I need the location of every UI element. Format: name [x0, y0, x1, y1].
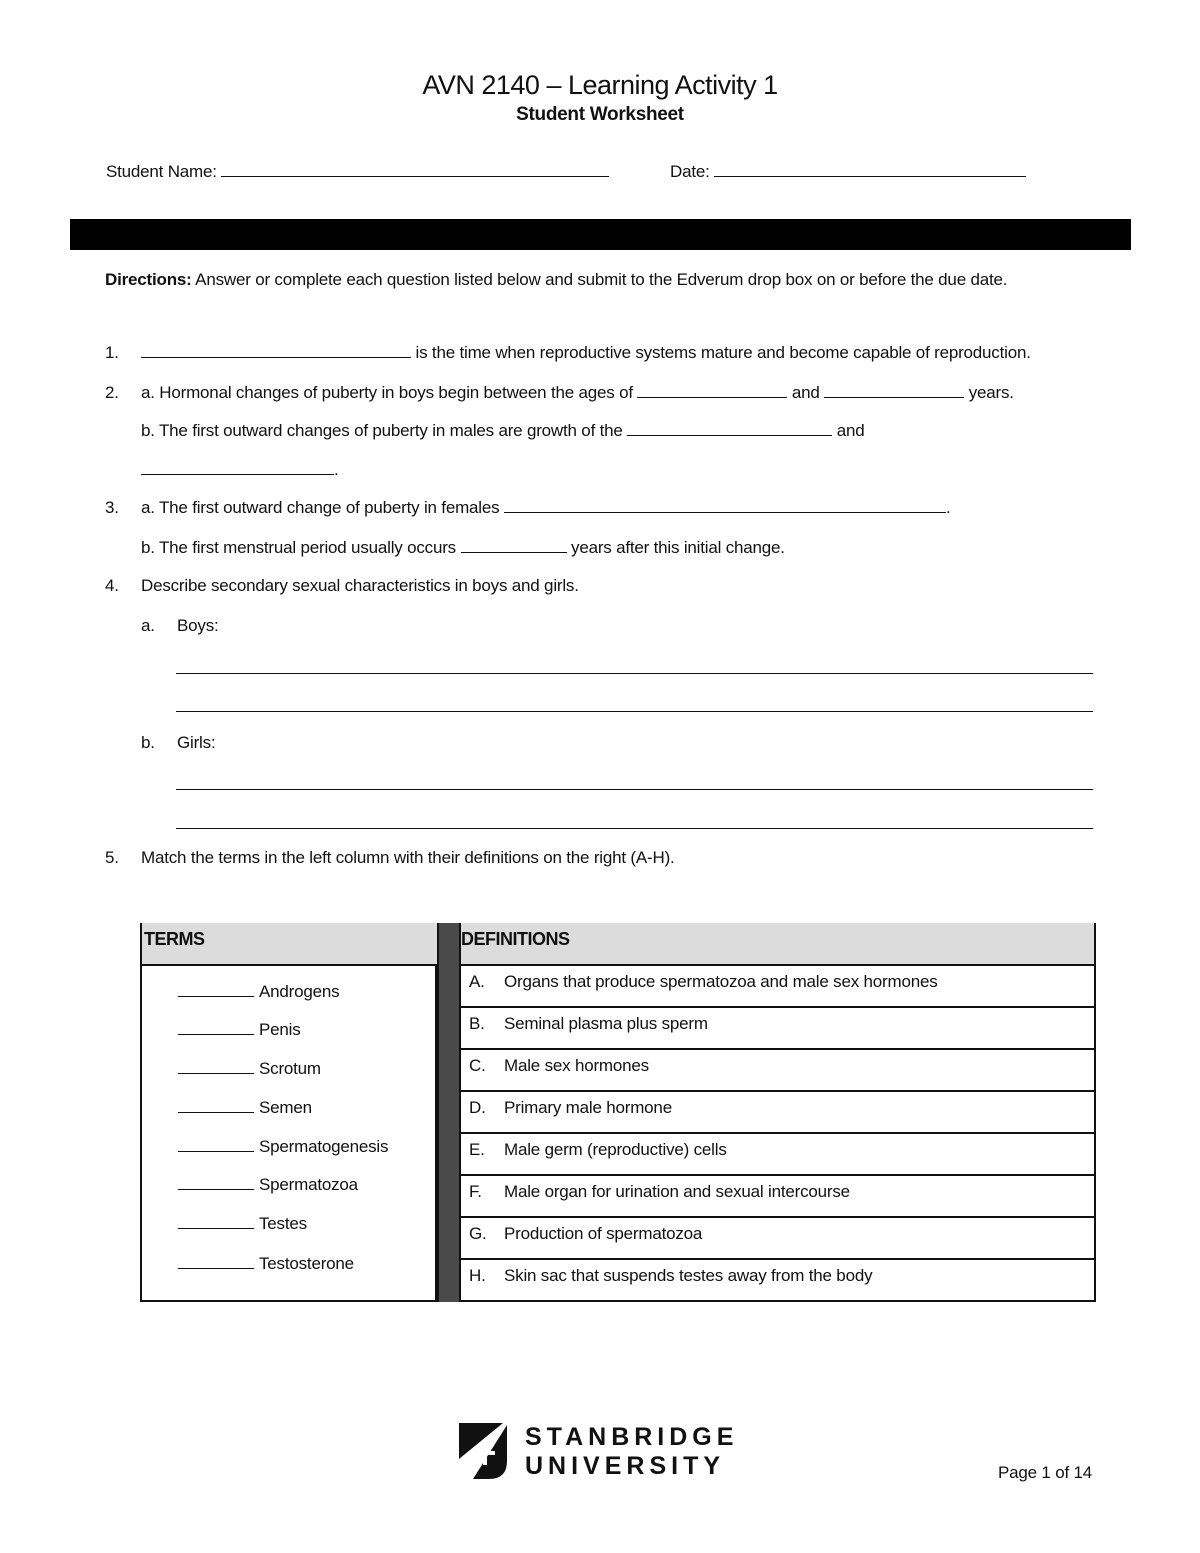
question-1-number: 1. — [105, 343, 119, 362]
term-blank[interactable] — [178, 1175, 254, 1190]
question-2b-continued — [141, 460, 339, 480]
definitions-column — [461, 923, 1096, 1302]
date-field[interactable] — [670, 162, 1026, 182]
question-3a-period: . — [945, 498, 951, 517]
student-name-field[interactable] — [106, 162, 609, 182]
term-item — [178, 1254, 354, 1274]
definitions-header — [461, 923, 1094, 966]
question-5-text: Match the terms in the left column with their definitions on the right (A-H). — [141, 848, 675, 867]
question-2b-blank-2[interactable] — [141, 460, 334, 475]
question-3-number: 3. — [105, 498, 119, 517]
question-4a-label: a. — [141, 616, 155, 635]
answer-line-girls-2[interactable] — [176, 828, 1093, 829]
student-name-label: Student Name: — [106, 162, 217, 181]
term-blank[interactable] — [178, 1137, 254, 1152]
logo-line-1: STANBRIDGE — [525, 1423, 739, 1451]
definition-row — [461, 1176, 1094, 1218]
question-1 — [141, 343, 1031, 363]
term-blank[interactable] — [178, 1098, 254, 1113]
definition-row — [461, 966, 1094, 1008]
definition-letter: F. — [469, 1182, 482, 1201]
question-3b-blank[interactable] — [461, 538, 567, 553]
question-4-text: Describe secondary sexual characteristics in boys and girls. — [141, 576, 579, 595]
question-3a — [141, 498, 950, 518]
term-item — [178, 1059, 321, 1079]
question-1-text: is the time when reproductive systems mature and become capable of reproduction. — [411, 343, 1031, 362]
directions-text: Answer or complete each question listed below and submit to the Edverum drop box on or before the due date. — [191, 270, 1008, 289]
question-2b-blank-1[interactable] — [627, 421, 832, 436]
term-item — [178, 1020, 301, 1040]
term-label: Testosterone — [259, 1254, 354, 1273]
definition-text: Male sex hormones — [504, 1056, 649, 1075]
definition-text: Primary male hormone — [504, 1098, 672, 1117]
question-2b-and: and — [832, 421, 865, 440]
definition-text: Seminal plasma plus sperm — [504, 1014, 708, 1033]
answer-line-boys-1[interactable] — [176, 673, 1093, 674]
definition-letter: B. — [469, 1014, 485, 1033]
term-label: Spermatogenesis — [259, 1137, 389, 1156]
definition-letter: E. — [469, 1140, 485, 1159]
terms-column — [140, 923, 437, 1302]
term-label: Semen — [259, 1098, 312, 1117]
page-title: AVN 2140 – Learning Activity 1 — [422, 70, 778, 100]
definition-text: Skin sac that suspends testes away from the body — [504, 1266, 873, 1285]
definition-row — [461, 1134, 1094, 1176]
definition-row — [461, 1218, 1094, 1260]
term-blank[interactable] — [178, 1059, 254, 1074]
terms-header — [142, 923, 439, 966]
terms-header-label: TERMS — [144, 929, 205, 949]
definition-row — [461, 1008, 1094, 1050]
definition-row — [461, 1092, 1094, 1134]
term-item — [178, 1214, 307, 1234]
definition-text: Organs that produce spermatozoa and male sex hormones — [504, 972, 938, 991]
question-2b — [141, 421, 864, 441]
university-logo — [457, 1421, 747, 1481]
definition-letter: C. — [469, 1056, 486, 1075]
question-3b-text: b. The first menstrual period usually occurs — [141, 538, 461, 557]
question-2a-text: a. Hormonal changes of puberty in boys begin between the ages of — [141, 383, 638, 402]
term-label: Spermatozoa — [259, 1175, 358, 1194]
question-2b-period: . — [334, 460, 339, 479]
definition-letter: H. — [469, 1266, 486, 1285]
question-5-number: 5. — [105, 848, 119, 867]
directions — [105, 270, 1007, 290]
answer-line-boys-2[interactable] — [176, 711, 1093, 712]
term-label: Testes — [259, 1214, 307, 1233]
column-divider — [437, 923, 461, 1302]
term-item — [178, 982, 339, 1002]
term-item — [178, 1175, 358, 1195]
date-label: Date: — [670, 162, 710, 181]
question-3a-blank[interactable] — [504, 498, 946, 513]
term-item — [178, 1098, 312, 1118]
answer-line-girls-1[interactable] — [176, 789, 1093, 790]
directions-label: Directions: — [105, 270, 192, 289]
page-number: Page 1 of 14 — [998, 1463, 1093, 1482]
date-blank[interactable] — [714, 162, 1026, 177]
term-item — [178, 1137, 388, 1157]
definition-letter: D. — [469, 1098, 486, 1117]
definitions-header-label: DEFINITIONS — [461, 929, 570, 949]
question-4-number: 4. — [105, 576, 119, 595]
term-blank[interactable] — [178, 982, 254, 997]
question-2-number: 2. — [105, 383, 119, 402]
page-subtitle: Student Worksheet — [516, 104, 684, 125]
shield-logo-icon — [457, 1421, 517, 1481]
term-blank[interactable] — [178, 1020, 254, 1035]
question-2a-and: and — [787, 383, 825, 402]
question-3b — [141, 538, 785, 558]
matching-table — [140, 923, 1096, 1302]
question-2a-blank-2[interactable] — [824, 383, 964, 398]
question-3a-text: a. The first outward change of puberty in females — [141, 498, 504, 517]
definition-row — [461, 1260, 1094, 1302]
logo-line-2: UNIVERSITY — [525, 1452, 726, 1480]
definition-text: Male germ (reproductive) cells — [504, 1140, 727, 1159]
question-4b-text: Girls: — [177, 733, 216, 752]
question-2b-text: b. The first outward changes of puberty in males are growth of the — [141, 421, 628, 440]
question-2a-years: years. — [964, 383, 1014, 402]
term-blank[interactable] — [178, 1254, 254, 1269]
question-4a-text: Boys: — [177, 616, 219, 635]
definition-letter: G. — [469, 1224, 487, 1243]
term-label: Scrotum — [259, 1059, 321, 1078]
question-2a — [141, 383, 1014, 403]
question-4b-label: b. — [141, 733, 155, 752]
student-name-blank[interactable] — [221, 162, 609, 177]
term-label: Androgens — [259, 982, 340, 1001]
term-label: Penis — [259, 1020, 301, 1039]
definition-text: Male organ for urination and sexual intercourse — [504, 1182, 850, 1201]
question-1-blank[interactable] — [141, 343, 411, 358]
definition-row — [461, 1050, 1094, 1092]
header-divider-bar — [70, 219, 1131, 250]
definition-letter: A. — [469, 972, 485, 991]
question-3b-tail: years after this initial change. — [566, 538, 785, 557]
question-2a-blank-1[interactable] — [637, 383, 787, 398]
term-blank[interactable] — [178, 1214, 254, 1229]
definition-text: Production of spermatozoa — [504, 1224, 703, 1243]
